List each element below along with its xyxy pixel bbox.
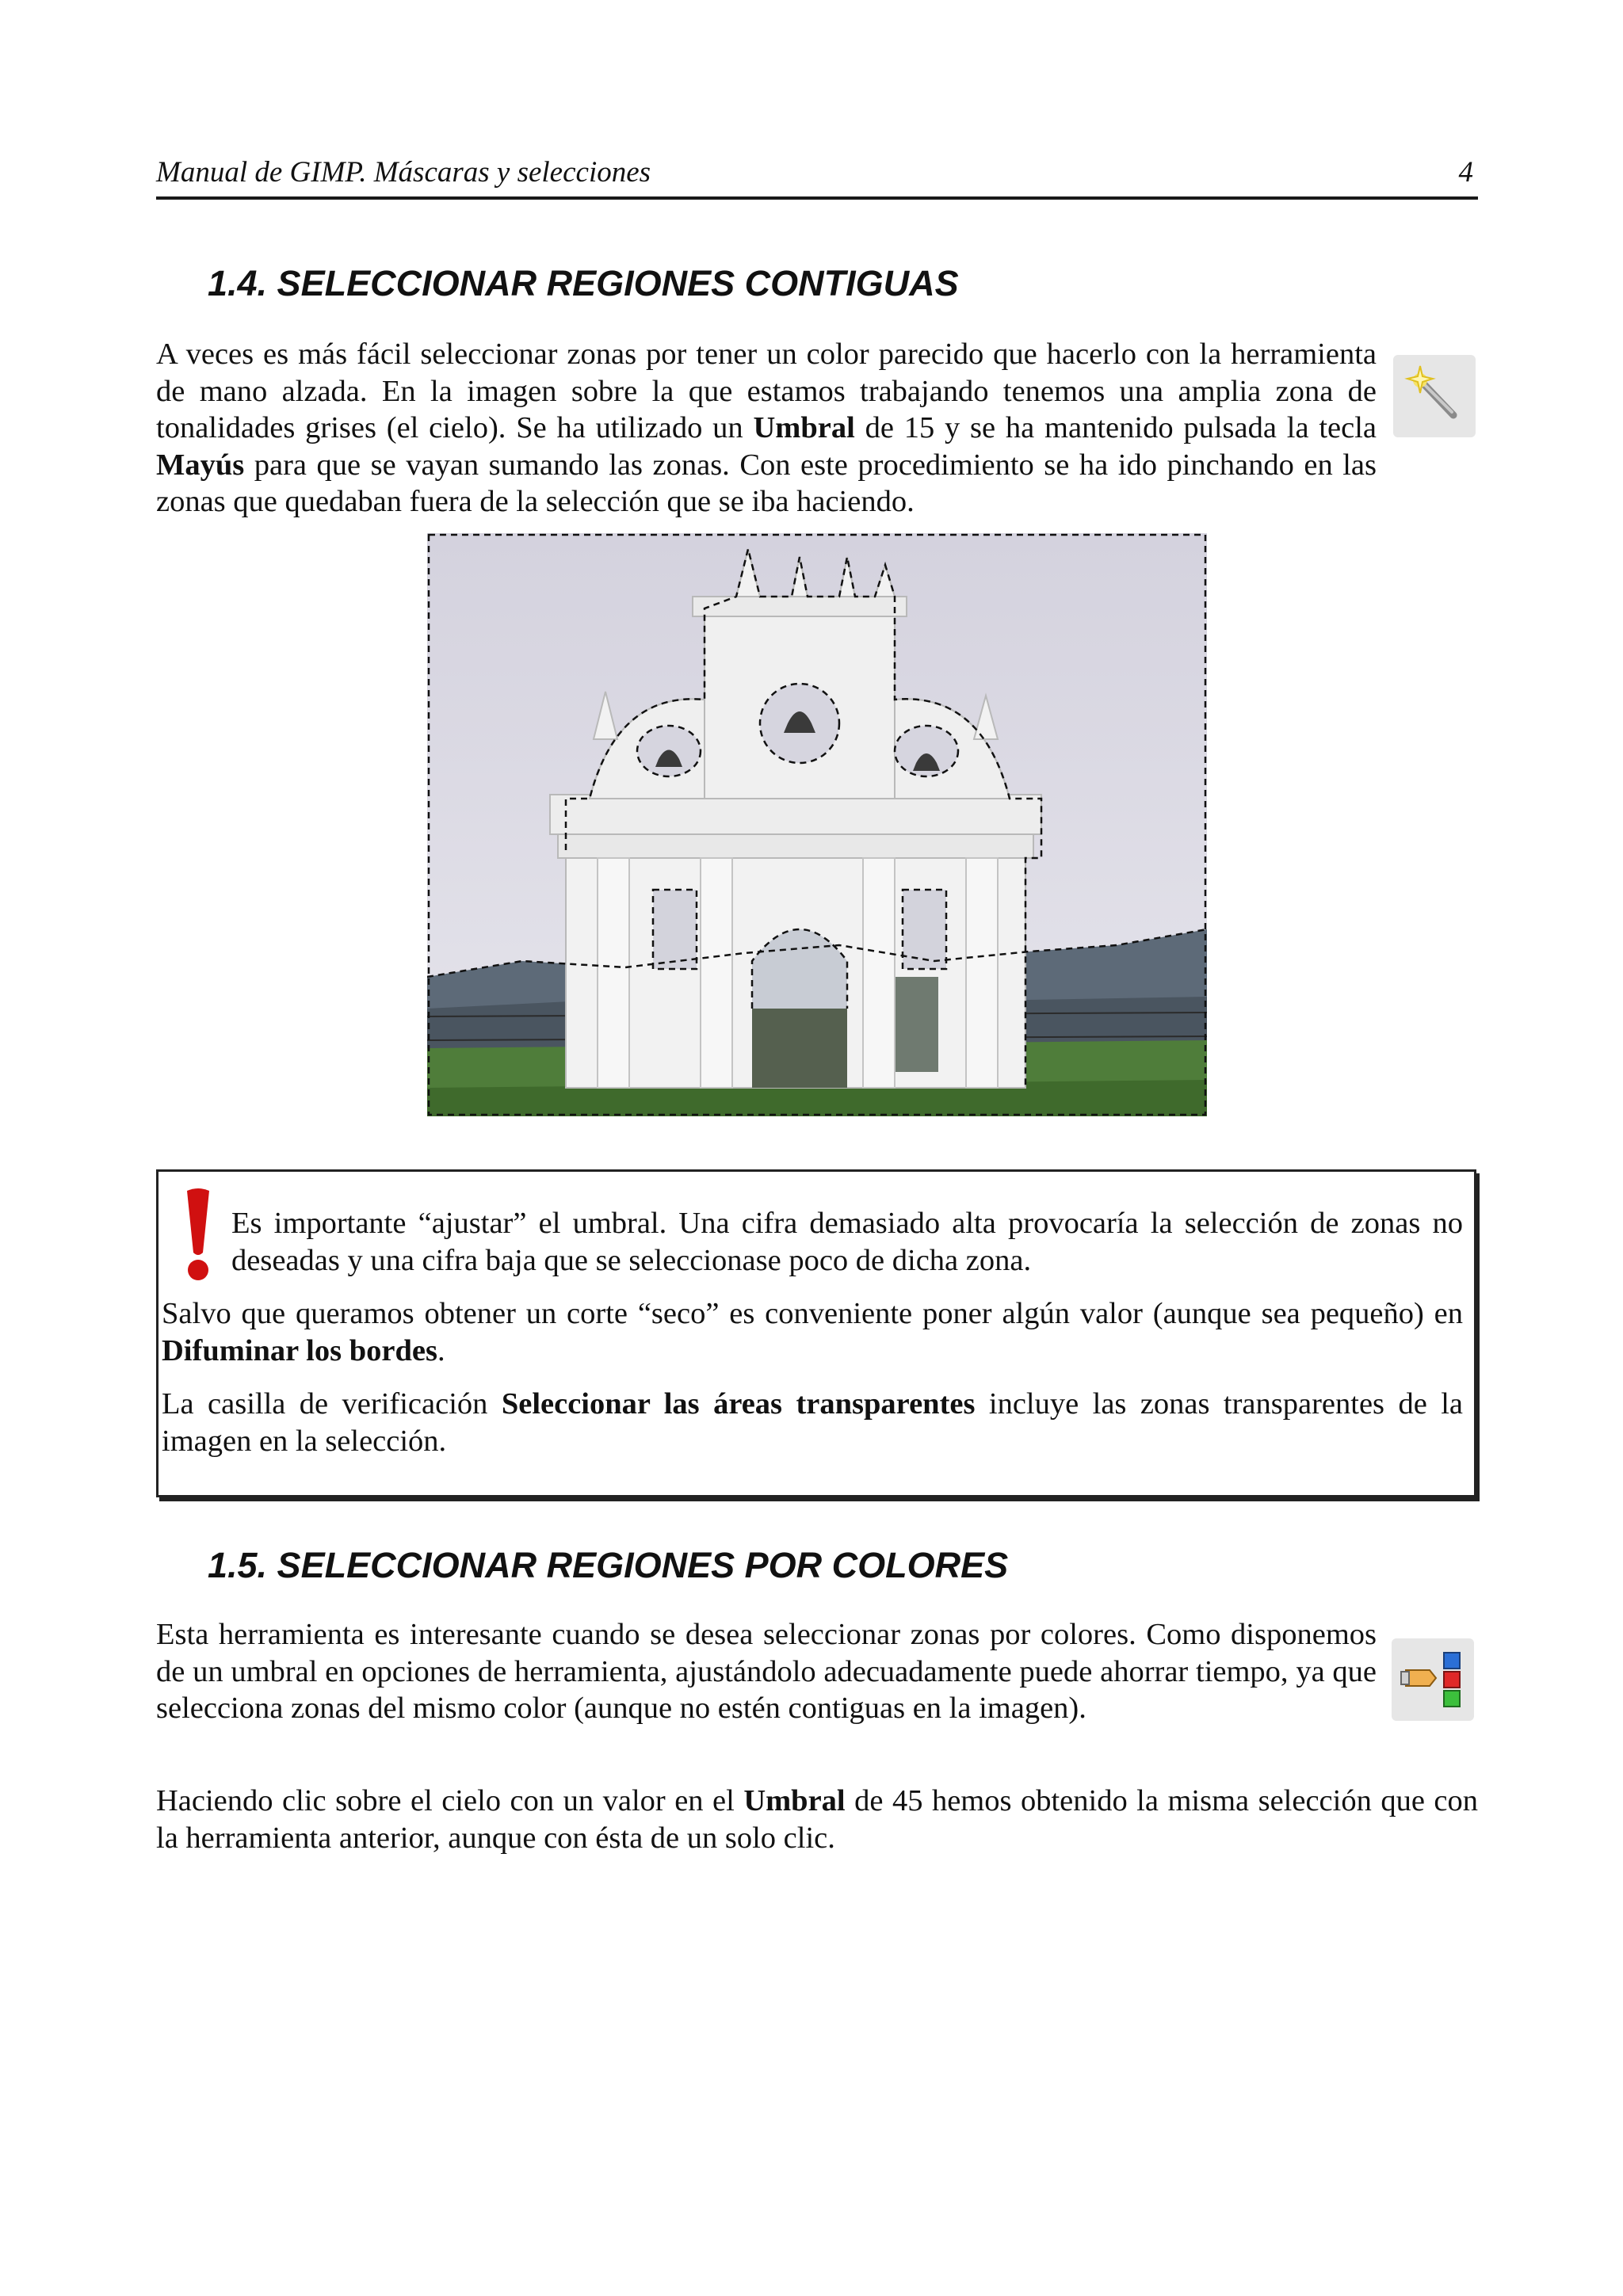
note-paragraph-1: Es importante “ajustar” el umbral. Una cifra demasiado alta provocaría la selección de zonas no deseadas y una cifra baja que se seleccionase poco de dicha zona. [231,1207,1463,1277]
section-heading-1-4: 1.4. SELECCIONAR REGIONES CONTIGUAS [208,263,959,303]
text: incluye las zonas transparentes de la imagen en la selección. [162,1387,1463,1458]
page-header [156,155,1478,200]
note-paragraph-3 [162,1386,1463,1459]
note-paragraph-2 [162,1295,1463,1369]
document-title: Manual de GIMP. Máscaras y selecciones [156,156,651,189]
bold-umbral: Umbral [743,1784,846,1817]
bold-difuminar: Difuminar los bordes [162,1333,437,1367]
section-1-5-paragraph-1: Esta herramienta es interesante cuando se desea seleccionar zonas por colores. Como disponemos de un umbral en opciones de herramienta, ajustándolo adecuadamente puede ahorrar tiempo, ya que selecciona zonas del mismo color (aunque no estén contiguas en la imagen). [156,1618,1377,1725]
exclamation-icon [176,1186,220,1284]
note-box [156,1169,1476,1497]
text: de 45 hemos obtenido la misma selección que con la herramienta anterior, aunque con ésta de un solo clic. [156,1784,1478,1855]
magic-wand-icon [1393,355,1476,437]
text: A veces es más fácil seleccionar zonas por tener un color parecido que hacerlo con la herramienta de mano alzada. En la imagen sobre la que estamos trabajando tenemos una amplia zona de tonalidades grises (el cielo). Se ha utilizado un [156,338,1377,444]
arch-photo-with-selection [427,533,1207,1116]
text: Haciendo clic sobre el cielo con un valor en el [156,1784,744,1817]
text: para que se vayan sumando las zonas. Con este procedimiento se ha ido pinchando en las zonas que quedaban fuera de la selección que se iba haciendo. [156,448,1377,518]
bold-mayus: Mayús [156,448,245,482]
bold-umbral: Umbral [753,411,855,444]
section-1-4-paragraph [156,336,1377,521]
bold-areas-transparentes: Seleccionar las áreas transparentes [501,1387,976,1421]
text: de 15 y se ha mantenido pulsada la tecla [854,411,1377,444]
page-number: 4 [1458,156,1473,189]
section-heading-1-5: 1.5. SELECCIONAR REGIONES POR COLORES [208,1545,1009,1585]
section-1-5-paragraph-2 [156,1783,1478,1856]
select-by-color-icon [1392,1638,1474,1721]
text: . [437,1333,445,1367]
text: Salvo que queramos obtener un corte “seco” es conveniente poner algún valor (aunque sea pequeño) en [162,1297,1463,1330]
text: La casilla de verificación [162,1387,502,1421]
